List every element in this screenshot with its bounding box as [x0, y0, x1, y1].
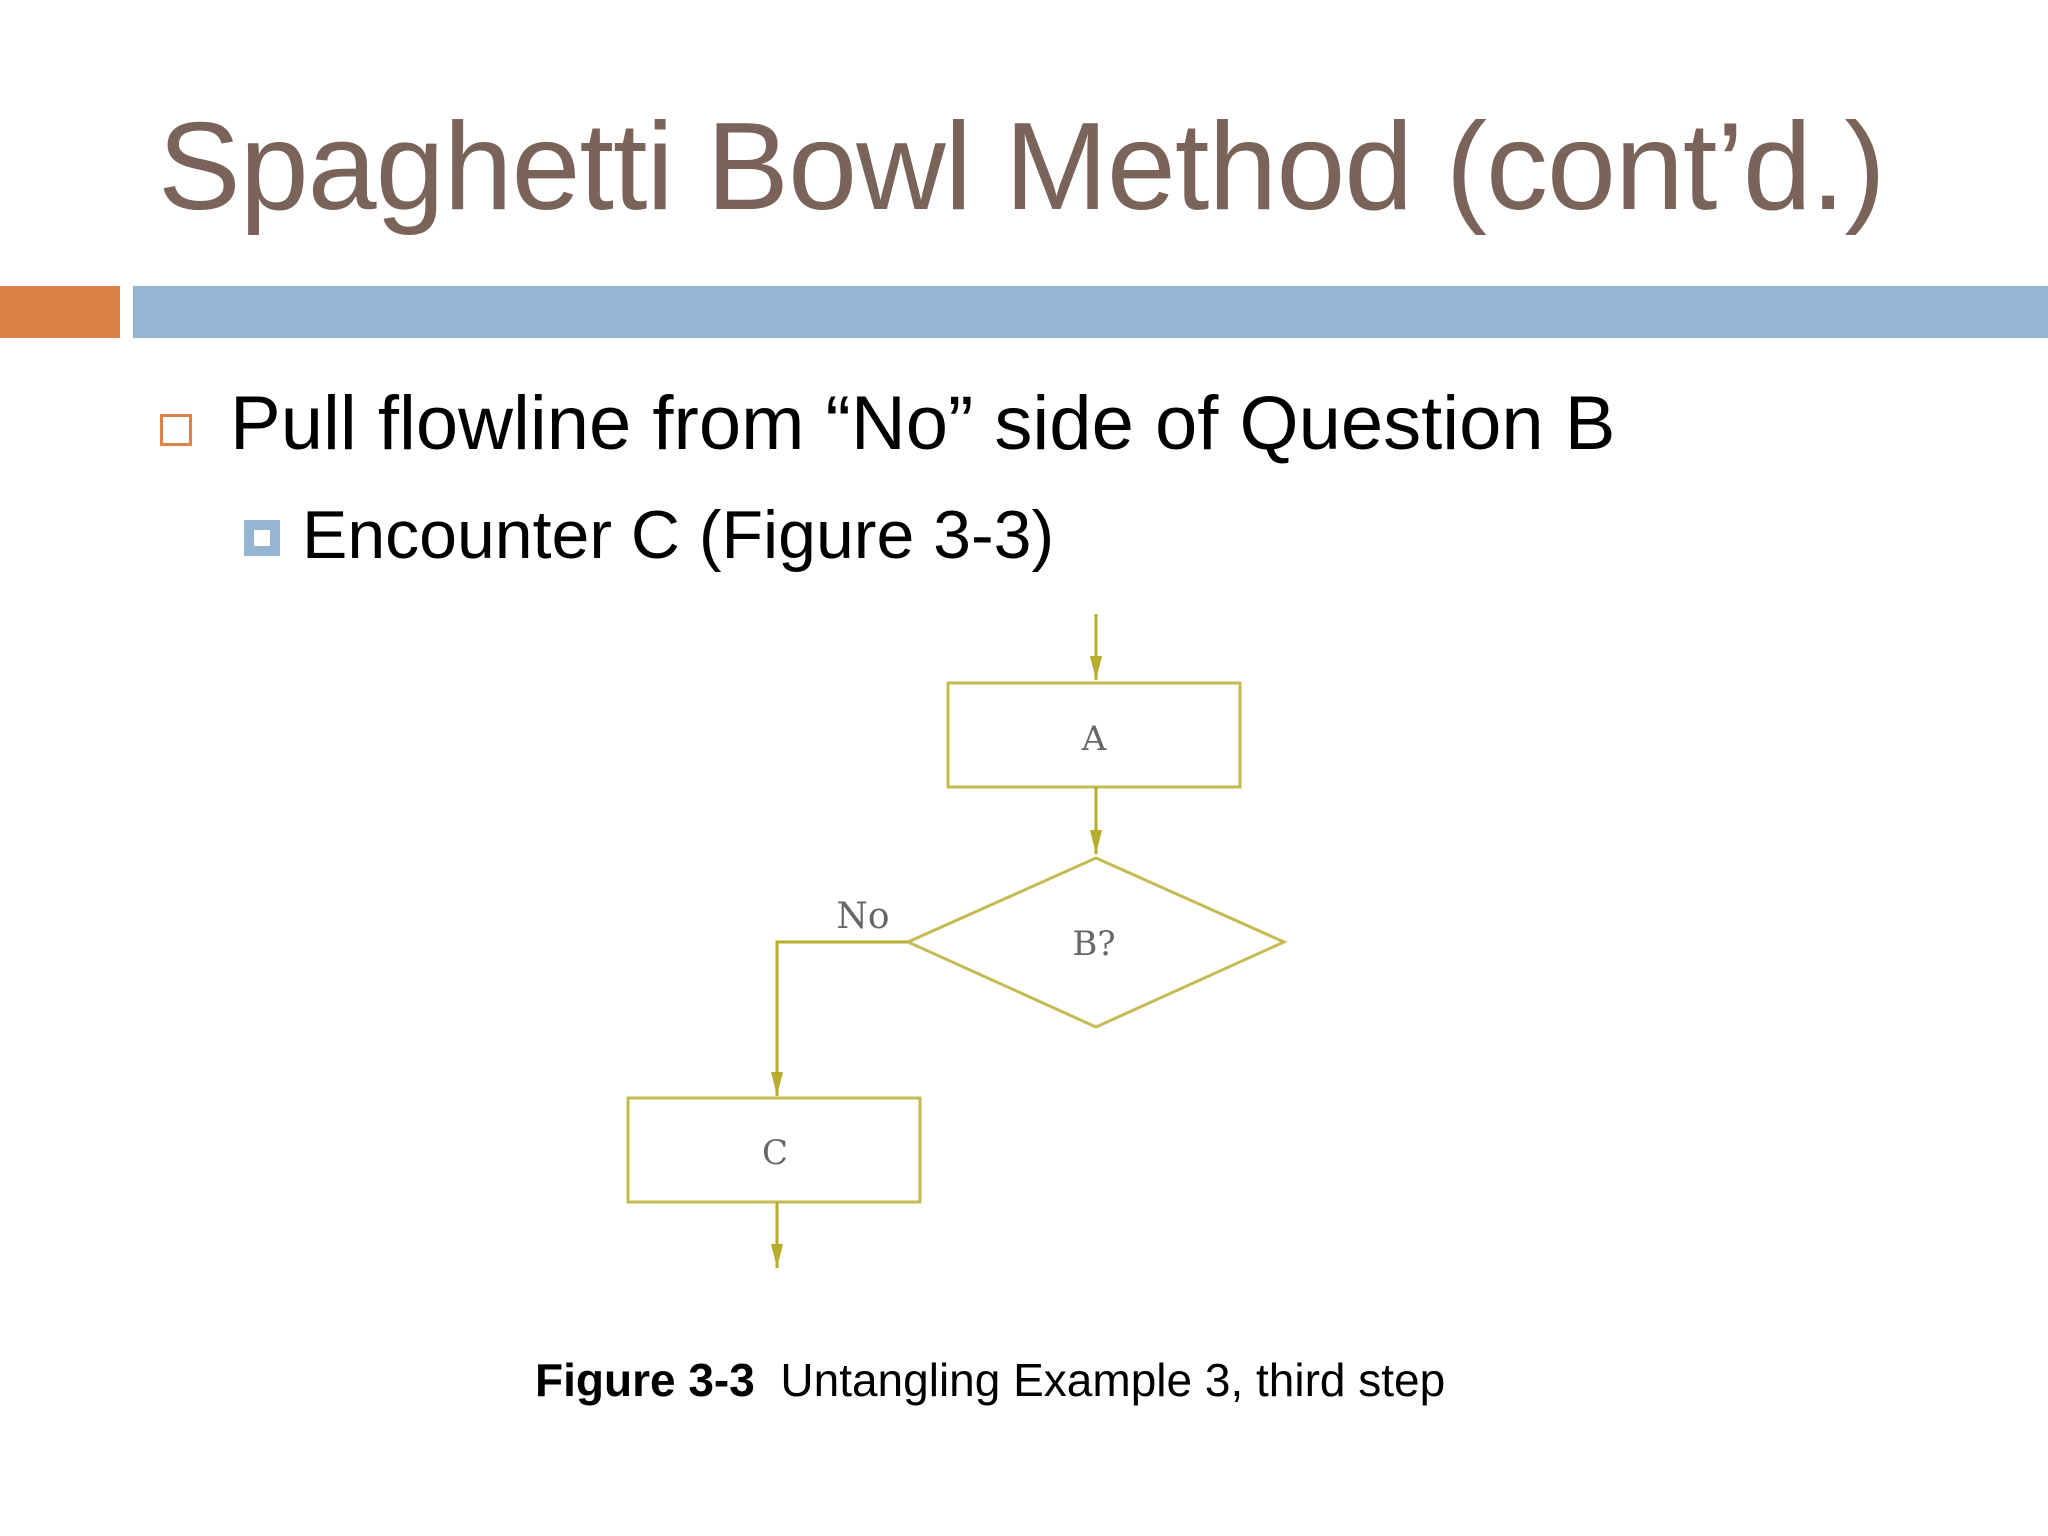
slide-title: Spaghetti Bowl Method (cont’d.): [158, 98, 1885, 236]
bullet-text-level-2: Encounter C (Figure 3-3): [302, 497, 1055, 573]
bullet-text-level-1: Pull flowline from “No” side of Question B: [230, 381, 1616, 466]
node-label-c: C: [761, 1133, 789, 1173]
figure-caption-text: Untangling Example 3, third step: [780, 1354, 1446, 1406]
node-label-b: B?: [1072, 924, 1116, 964]
figure-caption: [535, 1350, 1445, 1410]
edge-label-no: No: [836, 896, 890, 937]
node-label-a: A: [1081, 719, 1107, 759]
figure-number: Figure 3-3: [535, 1354, 755, 1406]
flowline-b-to-c: [777, 942, 908, 1096]
